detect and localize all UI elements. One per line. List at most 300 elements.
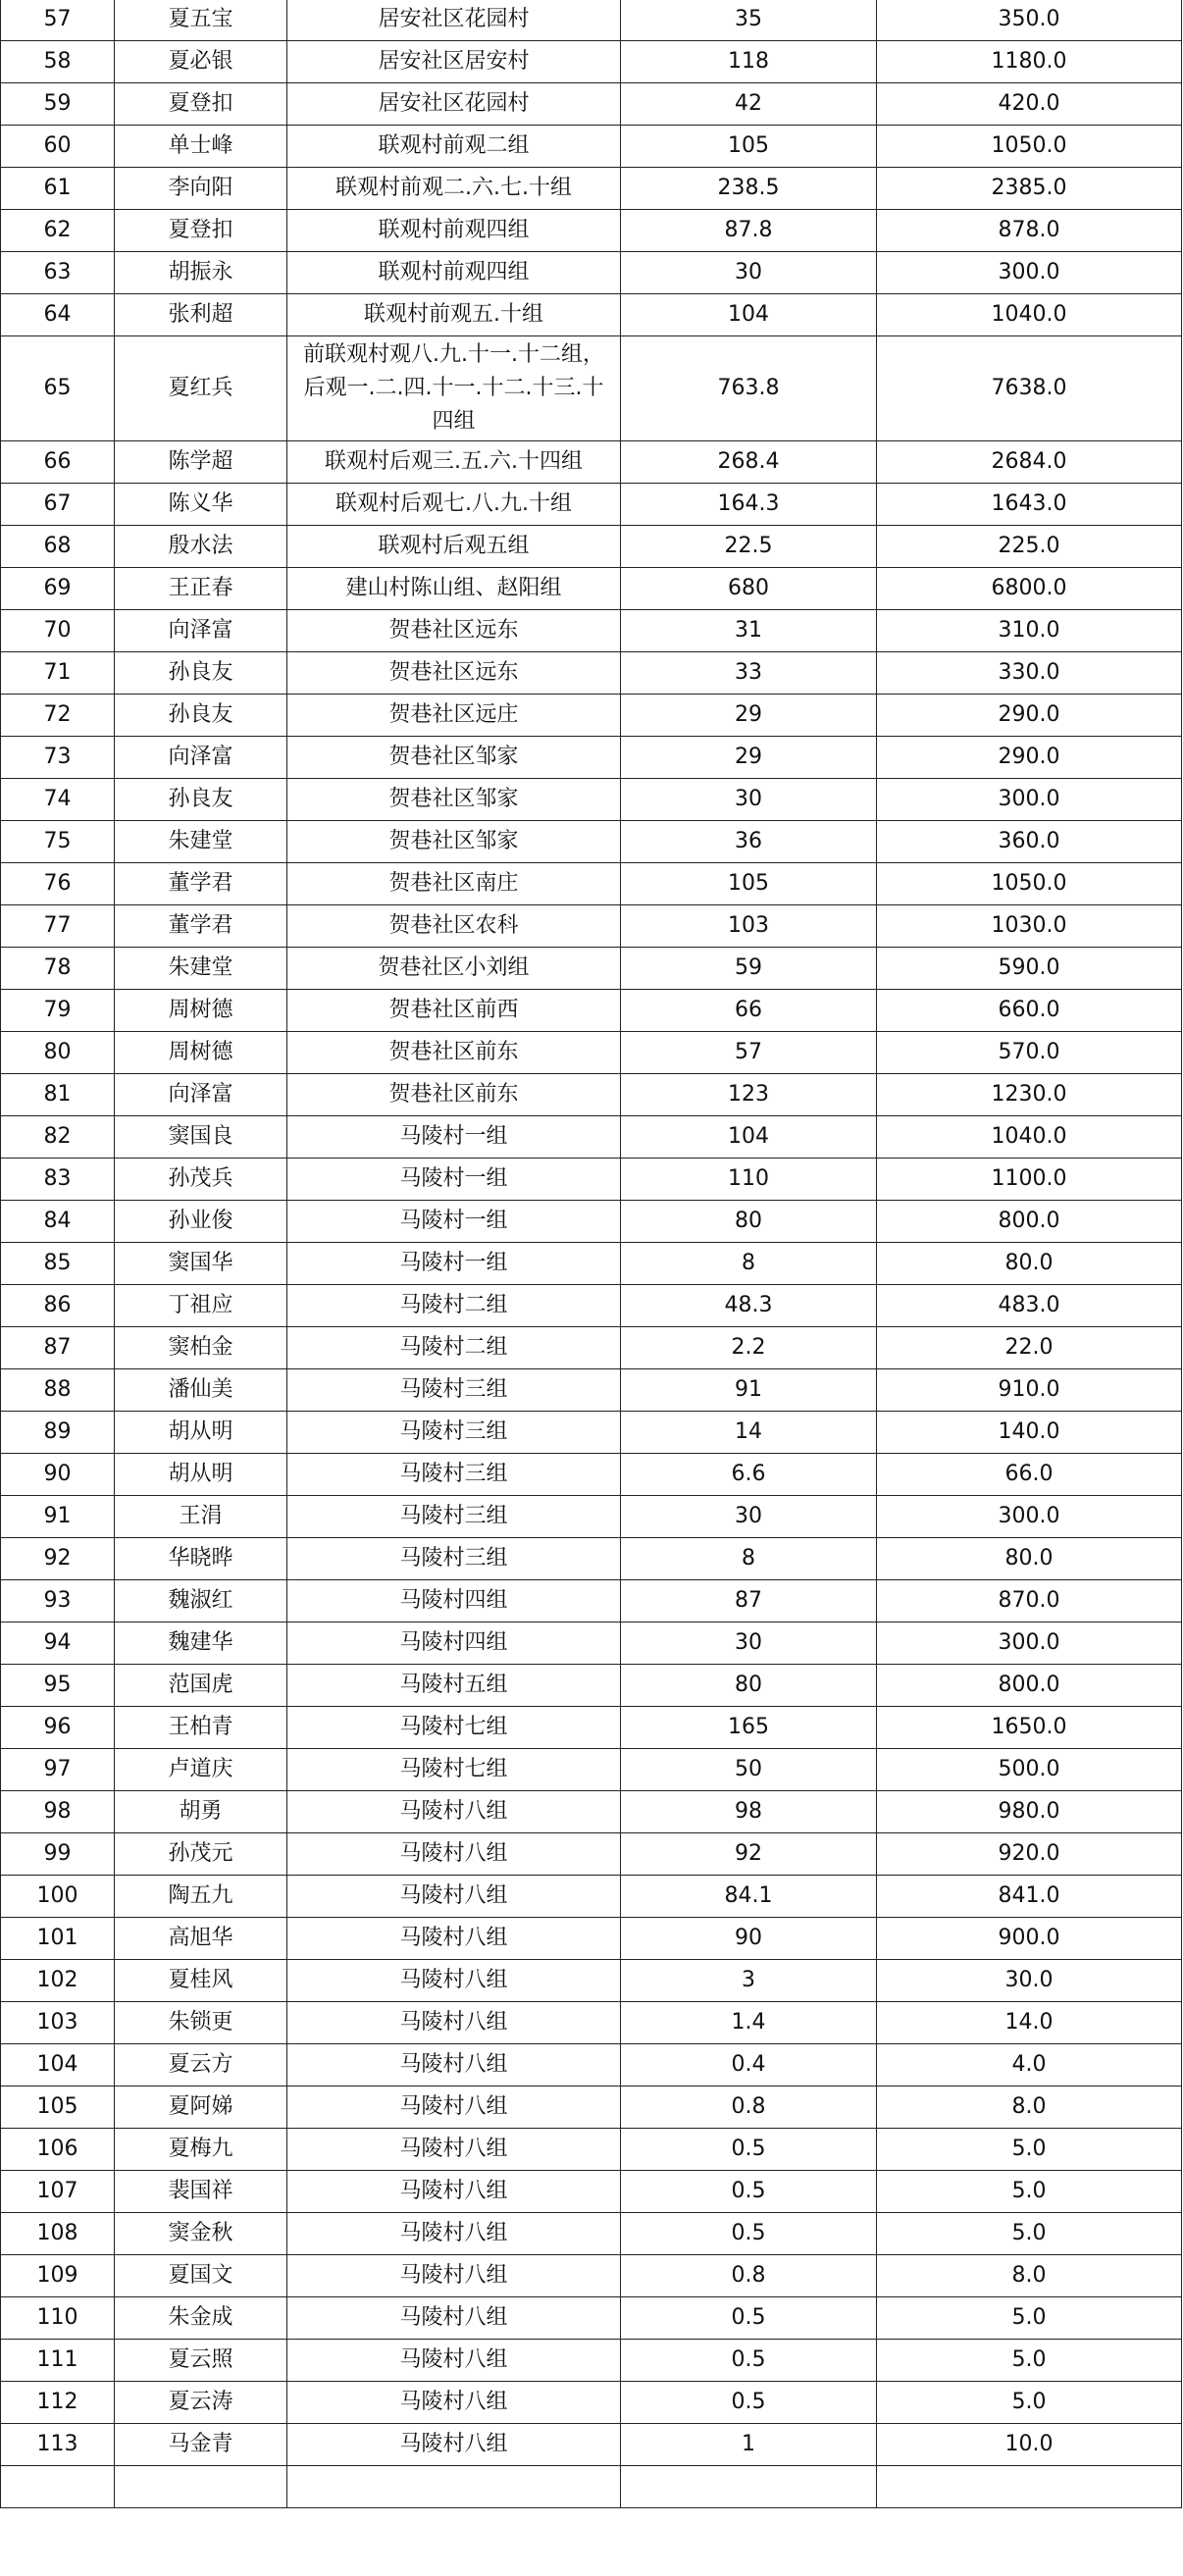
area-value: 30 xyxy=(621,1623,877,1665)
location: 马陵村五组 xyxy=(287,1665,621,1707)
row-index: 87 xyxy=(1,1327,115,1369)
owner-name: 魏淑红 xyxy=(115,1580,287,1623)
area-value: 29 xyxy=(621,695,877,737)
row-index: 107 xyxy=(1,2171,115,2213)
table-body xyxy=(1,0,1182,2508)
area-value: 30 xyxy=(621,252,877,294)
table-row xyxy=(1,905,1182,948)
owner-name: 裴国祥 xyxy=(115,2171,287,2213)
amount-value: 500.0 xyxy=(877,1749,1182,1791)
row-index: 83 xyxy=(1,1159,115,1201)
location: 联观村后观七.八.九.十组 xyxy=(287,484,621,526)
amount-value: 920.0 xyxy=(877,1833,1182,1876)
row-index: 64 xyxy=(1,294,115,336)
amount-value: 1643.0 xyxy=(877,484,1182,526)
area-value: 59 xyxy=(621,948,877,990)
owner-name: 李向阳 xyxy=(115,168,287,210)
row-index: 111 xyxy=(1,2340,115,2382)
owner-name: 夏云涛 xyxy=(115,2382,287,2424)
location: 联观村前观二.六.七.十组 xyxy=(287,168,621,210)
table-row xyxy=(1,1580,1182,1623)
area-value: 8 xyxy=(621,1243,877,1285)
location: 马陵村三组 xyxy=(287,1454,621,1496)
location: 贺巷社区前东 xyxy=(287,1032,621,1074)
owner-name: 窦柏金 xyxy=(115,1327,287,1369)
table-row xyxy=(1,2382,1182,2424)
table-row xyxy=(1,2297,1182,2340)
table-row xyxy=(1,1412,1182,1454)
location: 马陵村八组 xyxy=(287,1791,621,1833)
row-index: 73 xyxy=(1,737,115,779)
location: 马陵村一组 xyxy=(287,1201,621,1243)
amount-value: 310.0 xyxy=(877,610,1182,652)
area-value: 164.3 xyxy=(621,484,877,526)
owner-name: 丁祖应 xyxy=(115,1285,287,1327)
owner-name: 殷水法 xyxy=(115,526,287,568)
row-index: 106 xyxy=(1,2129,115,2171)
owner-name: 陶五九 xyxy=(115,1876,287,1918)
table-row xyxy=(1,990,1182,1032)
row-index: 81 xyxy=(1,1074,115,1116)
table-row xyxy=(1,1918,1182,1960)
owner-name: 夏云照 xyxy=(115,2340,287,2382)
owner-name: 窦国华 xyxy=(115,1243,287,1285)
location: 马陵村八组 xyxy=(287,2171,621,2213)
amount-value: 878.0 xyxy=(877,210,1182,252)
area-value: 105 xyxy=(621,126,877,168)
table-row xyxy=(1,1327,1182,1369)
area-value: 0.5 xyxy=(621,2340,877,2382)
owner-name: 胡振永 xyxy=(115,252,287,294)
area-value: 103 xyxy=(621,905,877,948)
location: 贺巷社区邹家 xyxy=(287,779,621,821)
table-row xyxy=(1,2002,1182,2044)
location: 联观村后观五组 xyxy=(287,526,621,568)
area-value: 87 xyxy=(621,1580,877,1623)
row-index: 72 xyxy=(1,695,115,737)
area-value: 36 xyxy=(621,821,877,863)
table-row xyxy=(1,737,1182,779)
area-value: 0.8 xyxy=(621,2255,877,2297)
area-value: 0.4 xyxy=(621,2044,877,2087)
amount-value: 10.0 xyxy=(877,2424,1182,2466)
row-index: 69 xyxy=(1,568,115,610)
amount-value: 225.0 xyxy=(877,526,1182,568)
area-value: 48.3 xyxy=(621,1285,877,1327)
area-value: 66 xyxy=(621,990,877,1032)
location: 马陵村三组 xyxy=(287,1412,621,1454)
location: 马陵村七组 xyxy=(287,1749,621,1791)
owner-name xyxy=(115,2466,287,2508)
owner-name: 孙良友 xyxy=(115,652,287,695)
location: 联观村前观二组 xyxy=(287,126,621,168)
table-row xyxy=(1,1369,1182,1412)
location: 马陵村八组 xyxy=(287,1918,621,1960)
owner-name: 胡从明 xyxy=(115,1454,287,1496)
table-row xyxy=(1,610,1182,652)
row-index: 67 xyxy=(1,484,115,526)
owner-name: 董学君 xyxy=(115,863,287,905)
row-index: 113 xyxy=(1,2424,115,2466)
amount-value: 910.0 xyxy=(877,1369,1182,1412)
location: 贺巷社区前东 xyxy=(287,1074,621,1116)
area-value: 763.8 xyxy=(621,336,877,441)
owner-name: 胡从明 xyxy=(115,1412,287,1454)
row-index: 109 xyxy=(1,2255,115,2297)
table-row xyxy=(1,2340,1182,2382)
row-index: 85 xyxy=(1,1243,115,1285)
table-row xyxy=(1,1791,1182,1833)
location: 马陵村三组 xyxy=(287,1538,621,1580)
location: 马陵村八组 xyxy=(287,1833,621,1876)
area-value: 1.4 xyxy=(621,2002,877,2044)
owner-name: 华晓晔 xyxy=(115,1538,287,1580)
amount-value: 570.0 xyxy=(877,1032,1182,1074)
amount-value: 300.0 xyxy=(877,252,1182,294)
area-value: 57 xyxy=(621,1032,877,1074)
amount-value: 8.0 xyxy=(877,2255,1182,2297)
location: 马陵村二组 xyxy=(287,1285,621,1327)
table-row xyxy=(1,126,1182,168)
area-value: 80 xyxy=(621,1665,877,1707)
row-index: 82 xyxy=(1,1116,115,1159)
area-value: 3 xyxy=(621,1960,877,2002)
location xyxy=(287,2466,621,2508)
location: 马陵村八组 xyxy=(287,2044,621,2087)
owner-name: 朱金成 xyxy=(115,2297,287,2340)
table-row xyxy=(1,1538,1182,1580)
area-value: 238.5 xyxy=(621,168,877,210)
location: 马陵村一组 xyxy=(287,1159,621,1201)
area-value: 0.5 xyxy=(621,2129,877,2171)
area-value: 90 xyxy=(621,1918,877,1960)
row-index: 61 xyxy=(1,168,115,210)
owner-name: 王正春 xyxy=(115,568,287,610)
area-value: 87.8 xyxy=(621,210,877,252)
owner-name: 潘仙美 xyxy=(115,1369,287,1412)
amount-value: 1050.0 xyxy=(877,126,1182,168)
owner-name: 孙茂元 xyxy=(115,1833,287,1876)
table-row xyxy=(1,2087,1182,2129)
area-value: 0.8 xyxy=(621,2087,877,2129)
location: 马陵村八组 xyxy=(287,2129,621,2171)
location: 马陵村二组 xyxy=(287,1327,621,1369)
location: 居安社区花园村 xyxy=(287,0,621,41)
location: 前联观村观八.九.十一.十二组， 后观一.二.四.十一.十二.十三.十四组 xyxy=(287,336,621,441)
location: 马陵村八组 xyxy=(287,2340,621,2382)
table-row xyxy=(1,252,1182,294)
owner-name: 范国虎 xyxy=(115,1665,287,1707)
location: 居安社区花园村 xyxy=(287,83,621,126)
table-row xyxy=(1,2129,1182,2171)
amount-value: 800.0 xyxy=(877,1201,1182,1243)
owner-name: 卢道庆 xyxy=(115,1749,287,1791)
amount-value: 2385.0 xyxy=(877,168,1182,210)
owner-name: 向泽富 xyxy=(115,1074,287,1116)
location: 马陵村四组 xyxy=(287,1623,621,1665)
table-row xyxy=(1,1201,1182,1243)
amount-value xyxy=(877,2466,1182,2508)
row-index: 93 xyxy=(1,1580,115,1623)
table-row xyxy=(1,2171,1182,2213)
location: 贺巷社区南庄 xyxy=(287,863,621,905)
area-value: 0.5 xyxy=(621,2382,877,2424)
location: 马陵村八组 xyxy=(287,2213,621,2255)
amount-value: 1040.0 xyxy=(877,1116,1182,1159)
amount-value: 350.0 xyxy=(877,0,1182,41)
amount-value: 66.0 xyxy=(877,1454,1182,1496)
location: 联观村前观四组 xyxy=(287,252,621,294)
amount-value: 80.0 xyxy=(877,1243,1182,1285)
table-row xyxy=(1,1623,1182,1665)
table-row xyxy=(1,1833,1182,1876)
row-index: 103 xyxy=(1,2002,115,2044)
amount-value: 870.0 xyxy=(877,1580,1182,1623)
area-value: 123 xyxy=(621,1074,877,1116)
owner-name: 孙茂兵 xyxy=(115,1159,287,1201)
row-index: 77 xyxy=(1,905,115,948)
amount-value: 30.0 xyxy=(877,1960,1182,2002)
owner-name: 朱建堂 xyxy=(115,821,287,863)
table-row xyxy=(1,294,1182,336)
amount-value: 5.0 xyxy=(877,2382,1182,2424)
owner-name: 夏登扣 xyxy=(115,83,287,126)
amount-value: 483.0 xyxy=(877,1285,1182,1327)
amount-value: 300.0 xyxy=(877,1623,1182,1665)
location: 贺巷社区邹家 xyxy=(287,737,621,779)
row-index: 75 xyxy=(1,821,115,863)
area-value xyxy=(621,2466,877,2508)
row-index: 76 xyxy=(1,863,115,905)
location: 贺巷社区远东 xyxy=(287,652,621,695)
area-value: 92 xyxy=(621,1833,877,1876)
owner-name: 窦国良 xyxy=(115,1116,287,1159)
owner-name: 董学君 xyxy=(115,905,287,948)
owner-name: 夏国文 xyxy=(115,2255,287,2297)
row-index: 99 xyxy=(1,1833,115,1876)
owner-name: 夏登扣 xyxy=(115,210,287,252)
amount-value: 1030.0 xyxy=(877,905,1182,948)
row-index: 86 xyxy=(1,1285,115,1327)
amount-value: 1650.0 xyxy=(877,1707,1182,1749)
table-row xyxy=(1,336,1182,441)
owner-name: 朱建堂 xyxy=(115,948,287,990)
table-row xyxy=(1,1116,1182,1159)
owner-name: 夏必银 xyxy=(115,41,287,83)
area-value: 91 xyxy=(621,1369,877,1412)
table-row xyxy=(1,1960,1182,2002)
table-row xyxy=(1,1749,1182,1791)
row-index xyxy=(1,2466,115,2508)
location: 贺巷社区远东 xyxy=(287,610,621,652)
table-row xyxy=(1,210,1182,252)
table-row xyxy=(1,948,1182,990)
row-index: 65 xyxy=(1,336,115,441)
owner-name: 周树德 xyxy=(115,990,287,1032)
location: 马陵村三组 xyxy=(287,1496,621,1538)
amount-value: 2684.0 xyxy=(877,441,1182,484)
area-value: 30 xyxy=(621,779,877,821)
table-row xyxy=(1,526,1182,568)
row-index: 104 xyxy=(1,2044,115,2087)
location: 马陵村八组 xyxy=(287,1960,621,2002)
table-row xyxy=(1,83,1182,126)
row-index: 58 xyxy=(1,41,115,83)
table-row xyxy=(1,1243,1182,1285)
area-value: 14 xyxy=(621,1412,877,1454)
table-row xyxy=(1,779,1182,821)
area-value: 680 xyxy=(621,568,877,610)
location: 贺巷社区远庄 xyxy=(287,695,621,737)
amount-value: 300.0 xyxy=(877,1496,1182,1538)
amount-value: 80.0 xyxy=(877,1538,1182,1580)
area-value: 0.5 xyxy=(621,2171,877,2213)
owner-name: 向泽富 xyxy=(115,610,287,652)
amount-value: 5.0 xyxy=(877,2340,1182,2382)
table-row xyxy=(1,863,1182,905)
row-index: 112 xyxy=(1,2382,115,2424)
amount-value: 14.0 xyxy=(877,2002,1182,2044)
amount-value: 1040.0 xyxy=(877,294,1182,336)
area-value: 8 xyxy=(621,1538,877,1580)
location: 马陵村八组 xyxy=(287,2424,621,2466)
location: 贺巷社区农科 xyxy=(287,905,621,948)
table-row xyxy=(1,484,1182,526)
area-value: 80 xyxy=(621,1201,877,1243)
amount-value: 5.0 xyxy=(877,2297,1182,2340)
amount-value: 290.0 xyxy=(877,695,1182,737)
location: 建山村陈山组、赵阳组 xyxy=(287,568,621,610)
area-value: 105 xyxy=(621,863,877,905)
amount-value: 360.0 xyxy=(877,821,1182,863)
area-value: 6.6 xyxy=(621,1454,877,1496)
table-row xyxy=(1,41,1182,83)
area-value: 50 xyxy=(621,1749,877,1791)
owner-name: 孙良友 xyxy=(115,779,287,821)
location: 马陵村八组 xyxy=(287,2255,621,2297)
amount-value: 980.0 xyxy=(877,1791,1182,1833)
area-value: 0.5 xyxy=(621,2213,877,2255)
location: 马陵村八组 xyxy=(287,1876,621,1918)
table-row xyxy=(1,695,1182,737)
location: 马陵村八组 xyxy=(287,2002,621,2044)
location: 联观村后观三.五.六.十四组 xyxy=(287,441,621,484)
area-value: 104 xyxy=(621,1116,877,1159)
row-index: 100 xyxy=(1,1876,115,1918)
table-row xyxy=(1,652,1182,695)
amount-value: 1230.0 xyxy=(877,1074,1182,1116)
row-index: 60 xyxy=(1,126,115,168)
row-index: 62 xyxy=(1,210,115,252)
amount-value: 1100.0 xyxy=(877,1159,1182,1201)
area-value: 31 xyxy=(621,610,877,652)
amount-value: 300.0 xyxy=(877,779,1182,821)
location: 马陵村八组 xyxy=(287,2297,621,2340)
table-row xyxy=(1,2213,1182,2255)
amount-value: 841.0 xyxy=(877,1876,1182,1918)
area-value: 165 xyxy=(621,1707,877,1749)
row-index: 70 xyxy=(1,610,115,652)
table-row xyxy=(1,1032,1182,1074)
table-row xyxy=(1,168,1182,210)
owner-name: 王涓 xyxy=(115,1496,287,1538)
area-value: 35 xyxy=(621,0,877,41)
owner-name: 陈义华 xyxy=(115,484,287,526)
table-row xyxy=(1,1159,1182,1201)
location: 联观村前观五.十组 xyxy=(287,294,621,336)
amount-value: 5.0 xyxy=(877,2129,1182,2171)
area-value: 22.5 xyxy=(621,526,877,568)
amount-value: 5.0 xyxy=(877,2213,1182,2255)
location: 贺巷社区小刘组 xyxy=(287,948,621,990)
row-index: 102 xyxy=(1,1960,115,2002)
table-row xyxy=(1,441,1182,484)
location: 马陵村一组 xyxy=(287,1116,621,1159)
amount-value: 1180.0 xyxy=(877,41,1182,83)
table-row xyxy=(1,1665,1182,1707)
owner-name: 夏阿娣 xyxy=(115,2087,287,2129)
area-value: 98 xyxy=(621,1791,877,1833)
area-value: 104 xyxy=(621,294,877,336)
row-index: 108 xyxy=(1,2213,115,2255)
owner-name: 王柏青 xyxy=(115,1707,287,1749)
location: 贺巷社区前西 xyxy=(287,990,621,1032)
location: 马陵村八组 xyxy=(287,2087,621,2129)
row-index: 88 xyxy=(1,1369,115,1412)
amount-value: 5.0 xyxy=(877,2171,1182,2213)
row-index: 105 xyxy=(1,2087,115,2129)
owner-name: 魏建华 xyxy=(115,1623,287,1665)
row-index: 71 xyxy=(1,652,115,695)
area-value: 118 xyxy=(621,41,877,83)
row-index: 80 xyxy=(1,1032,115,1074)
row-index: 94 xyxy=(1,1623,115,1665)
location: 马陵村三组 xyxy=(287,1369,621,1412)
owner-name: 夏桂风 xyxy=(115,1960,287,2002)
area-value: 2.2 xyxy=(621,1327,877,1369)
table-row xyxy=(1,1496,1182,1538)
owner-name: 周树德 xyxy=(115,1032,287,1074)
area-value: 42 xyxy=(621,83,877,126)
row-index: 74 xyxy=(1,779,115,821)
amount-value: 420.0 xyxy=(877,83,1182,126)
area-value: 0.5 xyxy=(621,2297,877,2340)
row-index: 110 xyxy=(1,2297,115,2340)
area-value: 84.1 xyxy=(621,1876,877,1918)
table-row xyxy=(1,1454,1182,1496)
owner-name: 张利超 xyxy=(115,294,287,336)
table-row xyxy=(1,2424,1182,2466)
owner-name: 夏五宝 xyxy=(115,0,287,41)
location: 马陵村七组 xyxy=(287,1707,621,1749)
amount-value: 7638.0 xyxy=(877,336,1182,441)
amount-value: 140.0 xyxy=(877,1412,1182,1454)
location: 贺巷社区邹家 xyxy=(287,821,621,863)
row-index: 92 xyxy=(1,1538,115,1580)
owner-name: 陈学超 xyxy=(115,441,287,484)
row-index: 97 xyxy=(1,1749,115,1791)
table-row xyxy=(1,821,1182,863)
row-index: 59 xyxy=(1,83,115,126)
owner-name: 夏云方 xyxy=(115,2044,287,2087)
row-index: 66 xyxy=(1,441,115,484)
owner-name: 向泽富 xyxy=(115,737,287,779)
row-index: 96 xyxy=(1,1707,115,1749)
amount-value: 22.0 xyxy=(877,1327,1182,1369)
row-index: 91 xyxy=(1,1496,115,1538)
row-index: 84 xyxy=(1,1201,115,1243)
owner-name: 高旭华 xyxy=(115,1918,287,1960)
